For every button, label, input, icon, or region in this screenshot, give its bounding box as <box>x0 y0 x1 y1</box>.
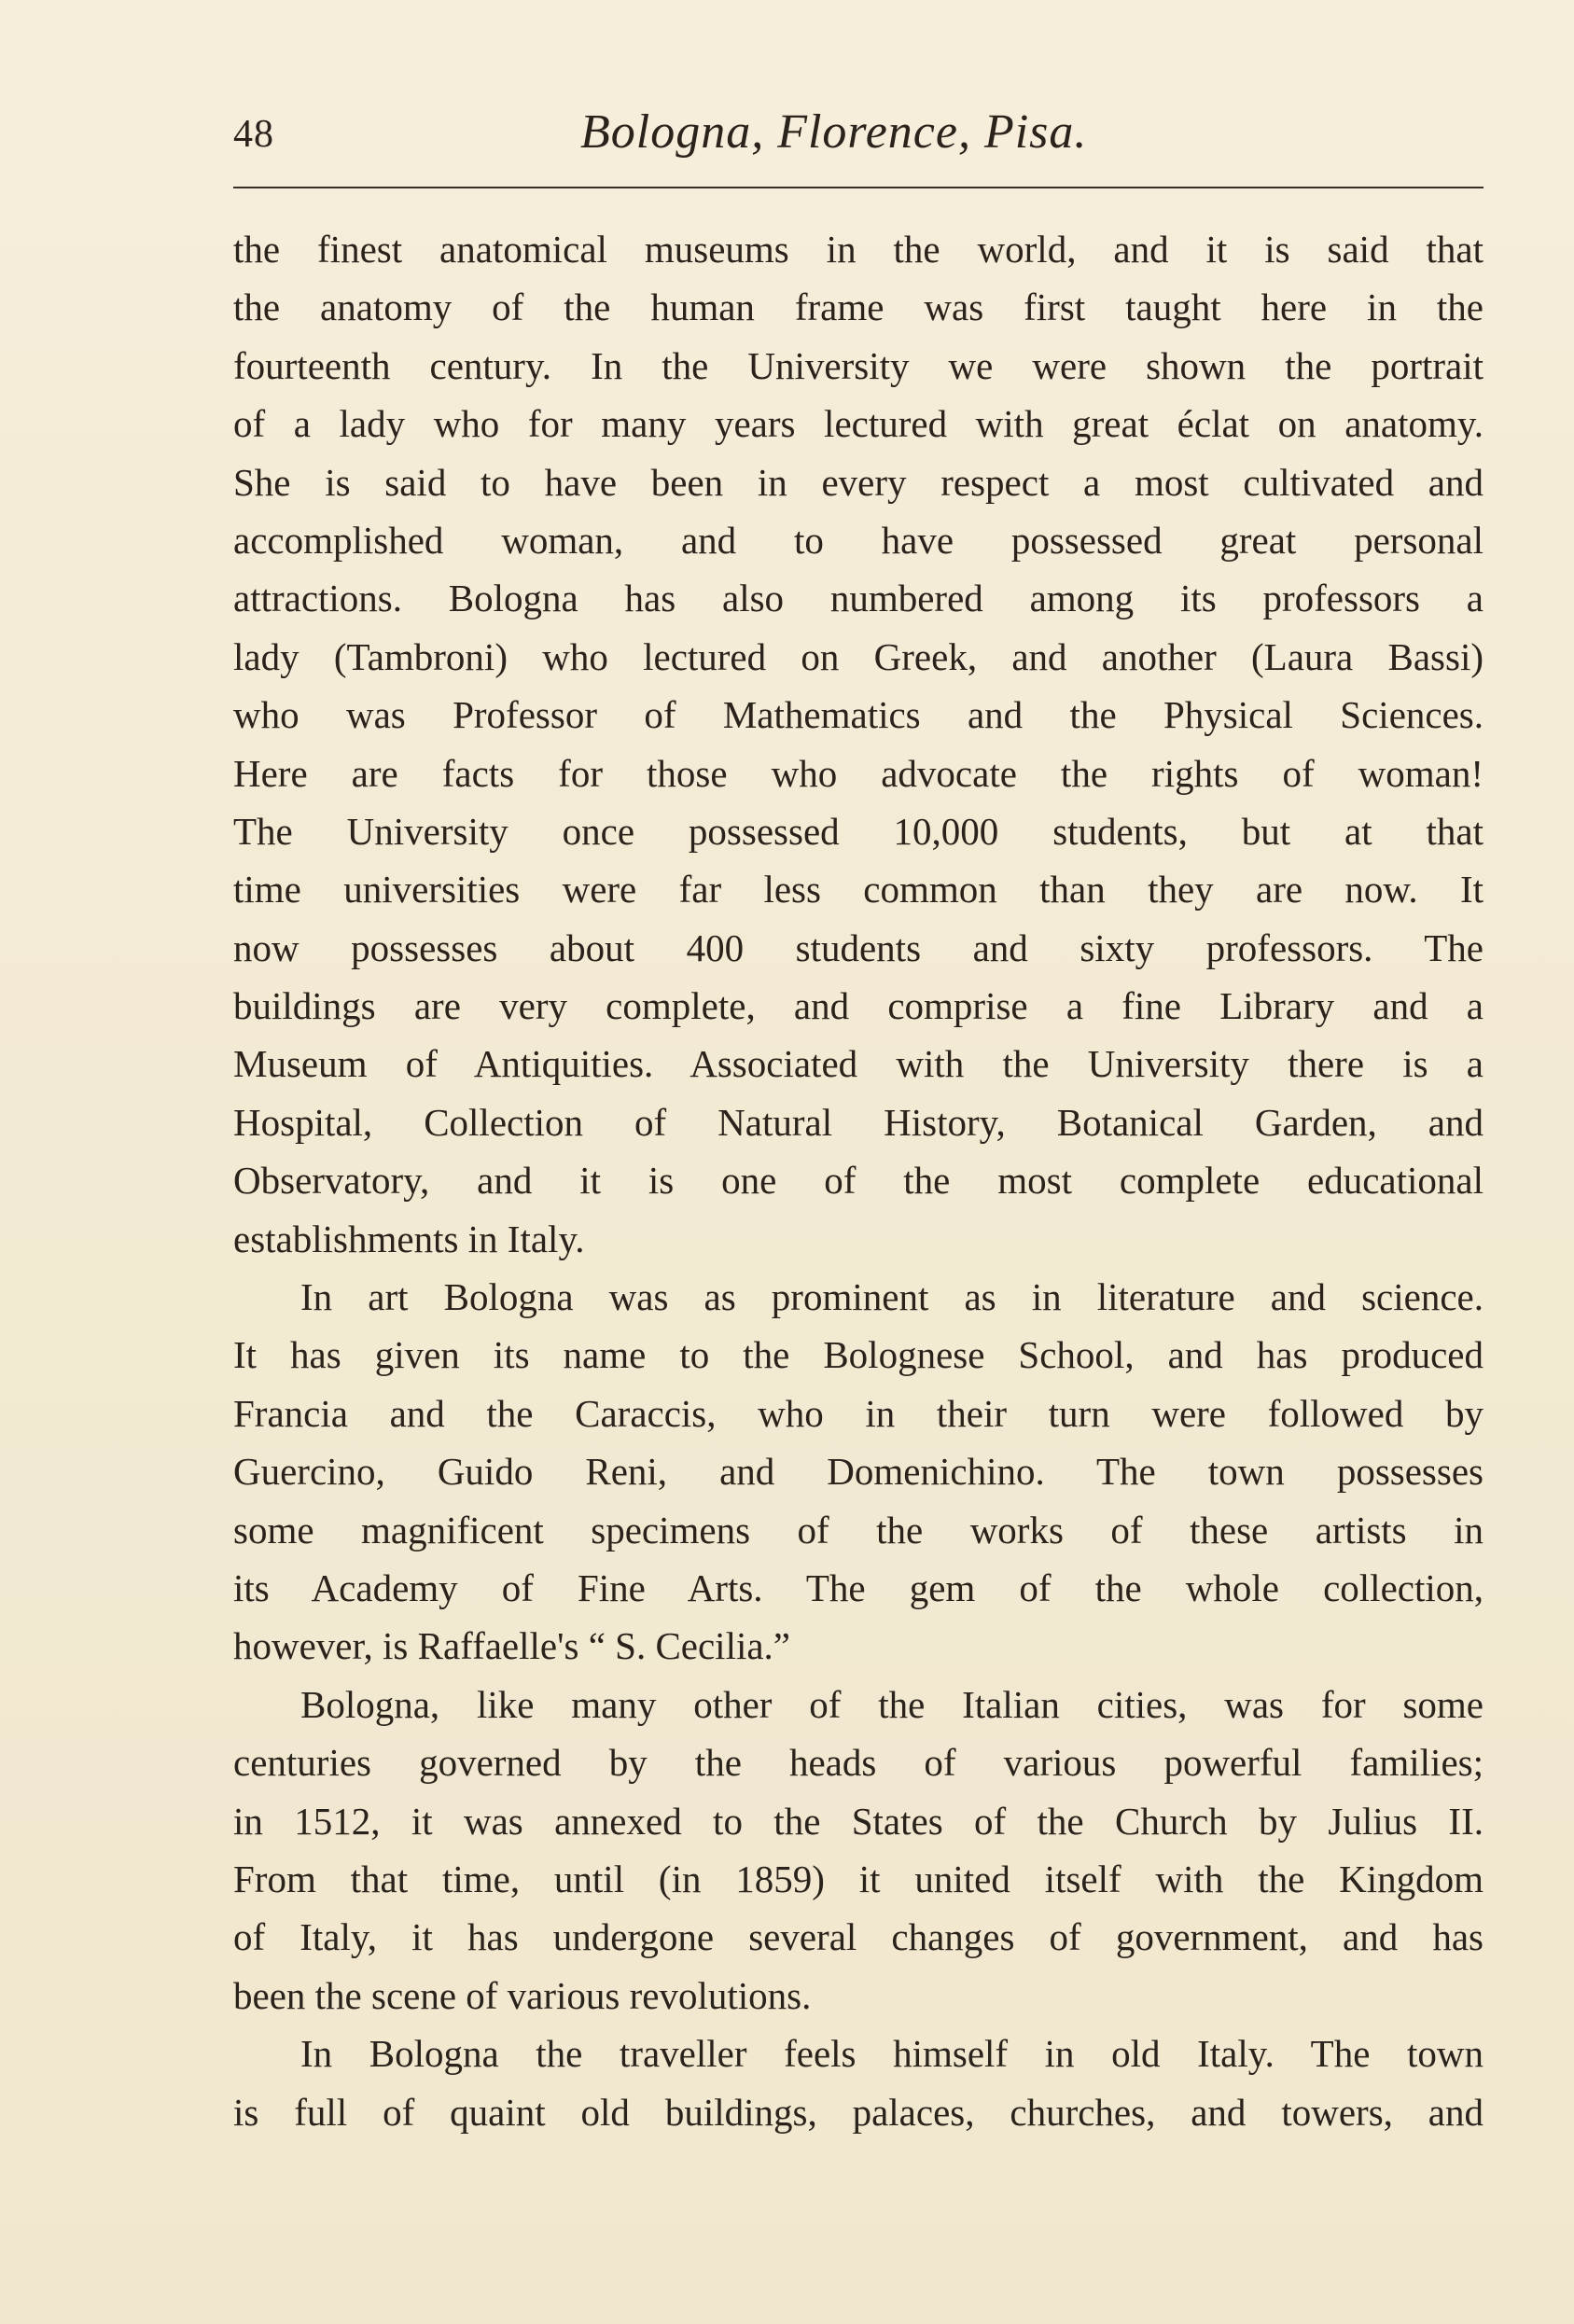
text-line: is full of quaint old buildings, palaces, churches, and towers, and <box>233 2090 1483 2134</box>
text-line: buildings are very complete, and comprise a fine Library and a <box>233 984 1483 1028</box>
text-line: The University once possessed 10,000 students, but at that <box>233 809 1483 853</box>
text-line: accomplished woman, and to have possessed great personal <box>233 518 1483 562</box>
text-line: some magnificent specimens of the works of these artists in <box>233 1508 1483 1552</box>
text-line: attractions. Bologna has also numbered among its professors a <box>233 577 1483 620</box>
text-line: establishments in Italy. <box>233 1217 585 1260</box>
text-line: Museum of Antiquities. Associated with the University there is a <box>233 1042 1483 1086</box>
text-line: lady (Tambroni) who lectured on Greek, and another (Laura Bassi) <box>233 634 1483 678</box>
body-text <box>233 220 1483 2141</box>
text-line: fourteenth century. In the University we were shown the portrait <box>233 343 1483 387</box>
text-line: From that time, until (in 1859) it united itself with the Kingdom <box>233 1857 1483 1900</box>
text-line: In art Bologna was as prominent as in literature and science. <box>300 1275 1483 1319</box>
text-line: Guercino, Guido Reni, and Domenichino. The town possesses <box>233 1450 1483 1494</box>
text-line: however, is Raffaelle's “ S. Cecilia.” <box>233 1624 791 1668</box>
page-header <box>233 104 1483 179</box>
text-line: now possesses about 400 students and sixty professors. The <box>233 925 1483 969</box>
text-line: Hospital, Collection of Natural History, Botanical Garden, and <box>233 1100 1483 1144</box>
text-line: been the scene of various revolutions. <box>233 1973 812 2017</box>
text-line: of Italy, it has undergone several changes of government, and has <box>233 1915 1483 1959</box>
text-line: who was Professor of Mathematics and the Physical Sciences. <box>233 693 1483 737</box>
text-line: It has given its name to the Bolognese School, and has produced <box>233 1333 1483 1377</box>
text-line: its Academy of Fine Arts. The gem of the whole collection, <box>233 1566 1483 1609</box>
text-line: of a lady who for many years lectured with great éclat on anatomy. <box>233 402 1483 446</box>
text-line: Here are facts for those who advocate the rights of woman! <box>233 751 1483 795</box>
text-line: the finest anatomical museums in the world, and it is said that <box>233 228 1483 271</box>
text-line: in 1512, it was annexed to the States of the Church by Julius II. <box>233 1799 1483 1843</box>
running-title: Bologna, Florence, Pisa. <box>580 105 1088 159</box>
text-line: centuries governed by the heads of various powerful families; <box>233 1741 1483 1785</box>
page-number: 48 <box>233 113 274 156</box>
text-line: Observatory, and it is one of the most complete educational <box>233 1159 1483 1203</box>
header-rule <box>233 187 1483 188</box>
text-line: Francia and the Caraccis, who in their turn were followed by <box>233 1391 1483 1435</box>
text-line: She is said to have been in every respect a most cultivated and <box>233 460 1483 504</box>
text-line: Bologna, like many other of the Italian cities, was for some <box>300 1682 1483 1726</box>
text-line: In Bologna the traveller feels himself in old Italy. The town <box>300 2032 1483 2076</box>
text-line: time universities were far less common than they are now. It <box>233 868 1483 912</box>
text-line: the anatomy of the human frame was first taught here in the <box>233 285 1483 329</box>
